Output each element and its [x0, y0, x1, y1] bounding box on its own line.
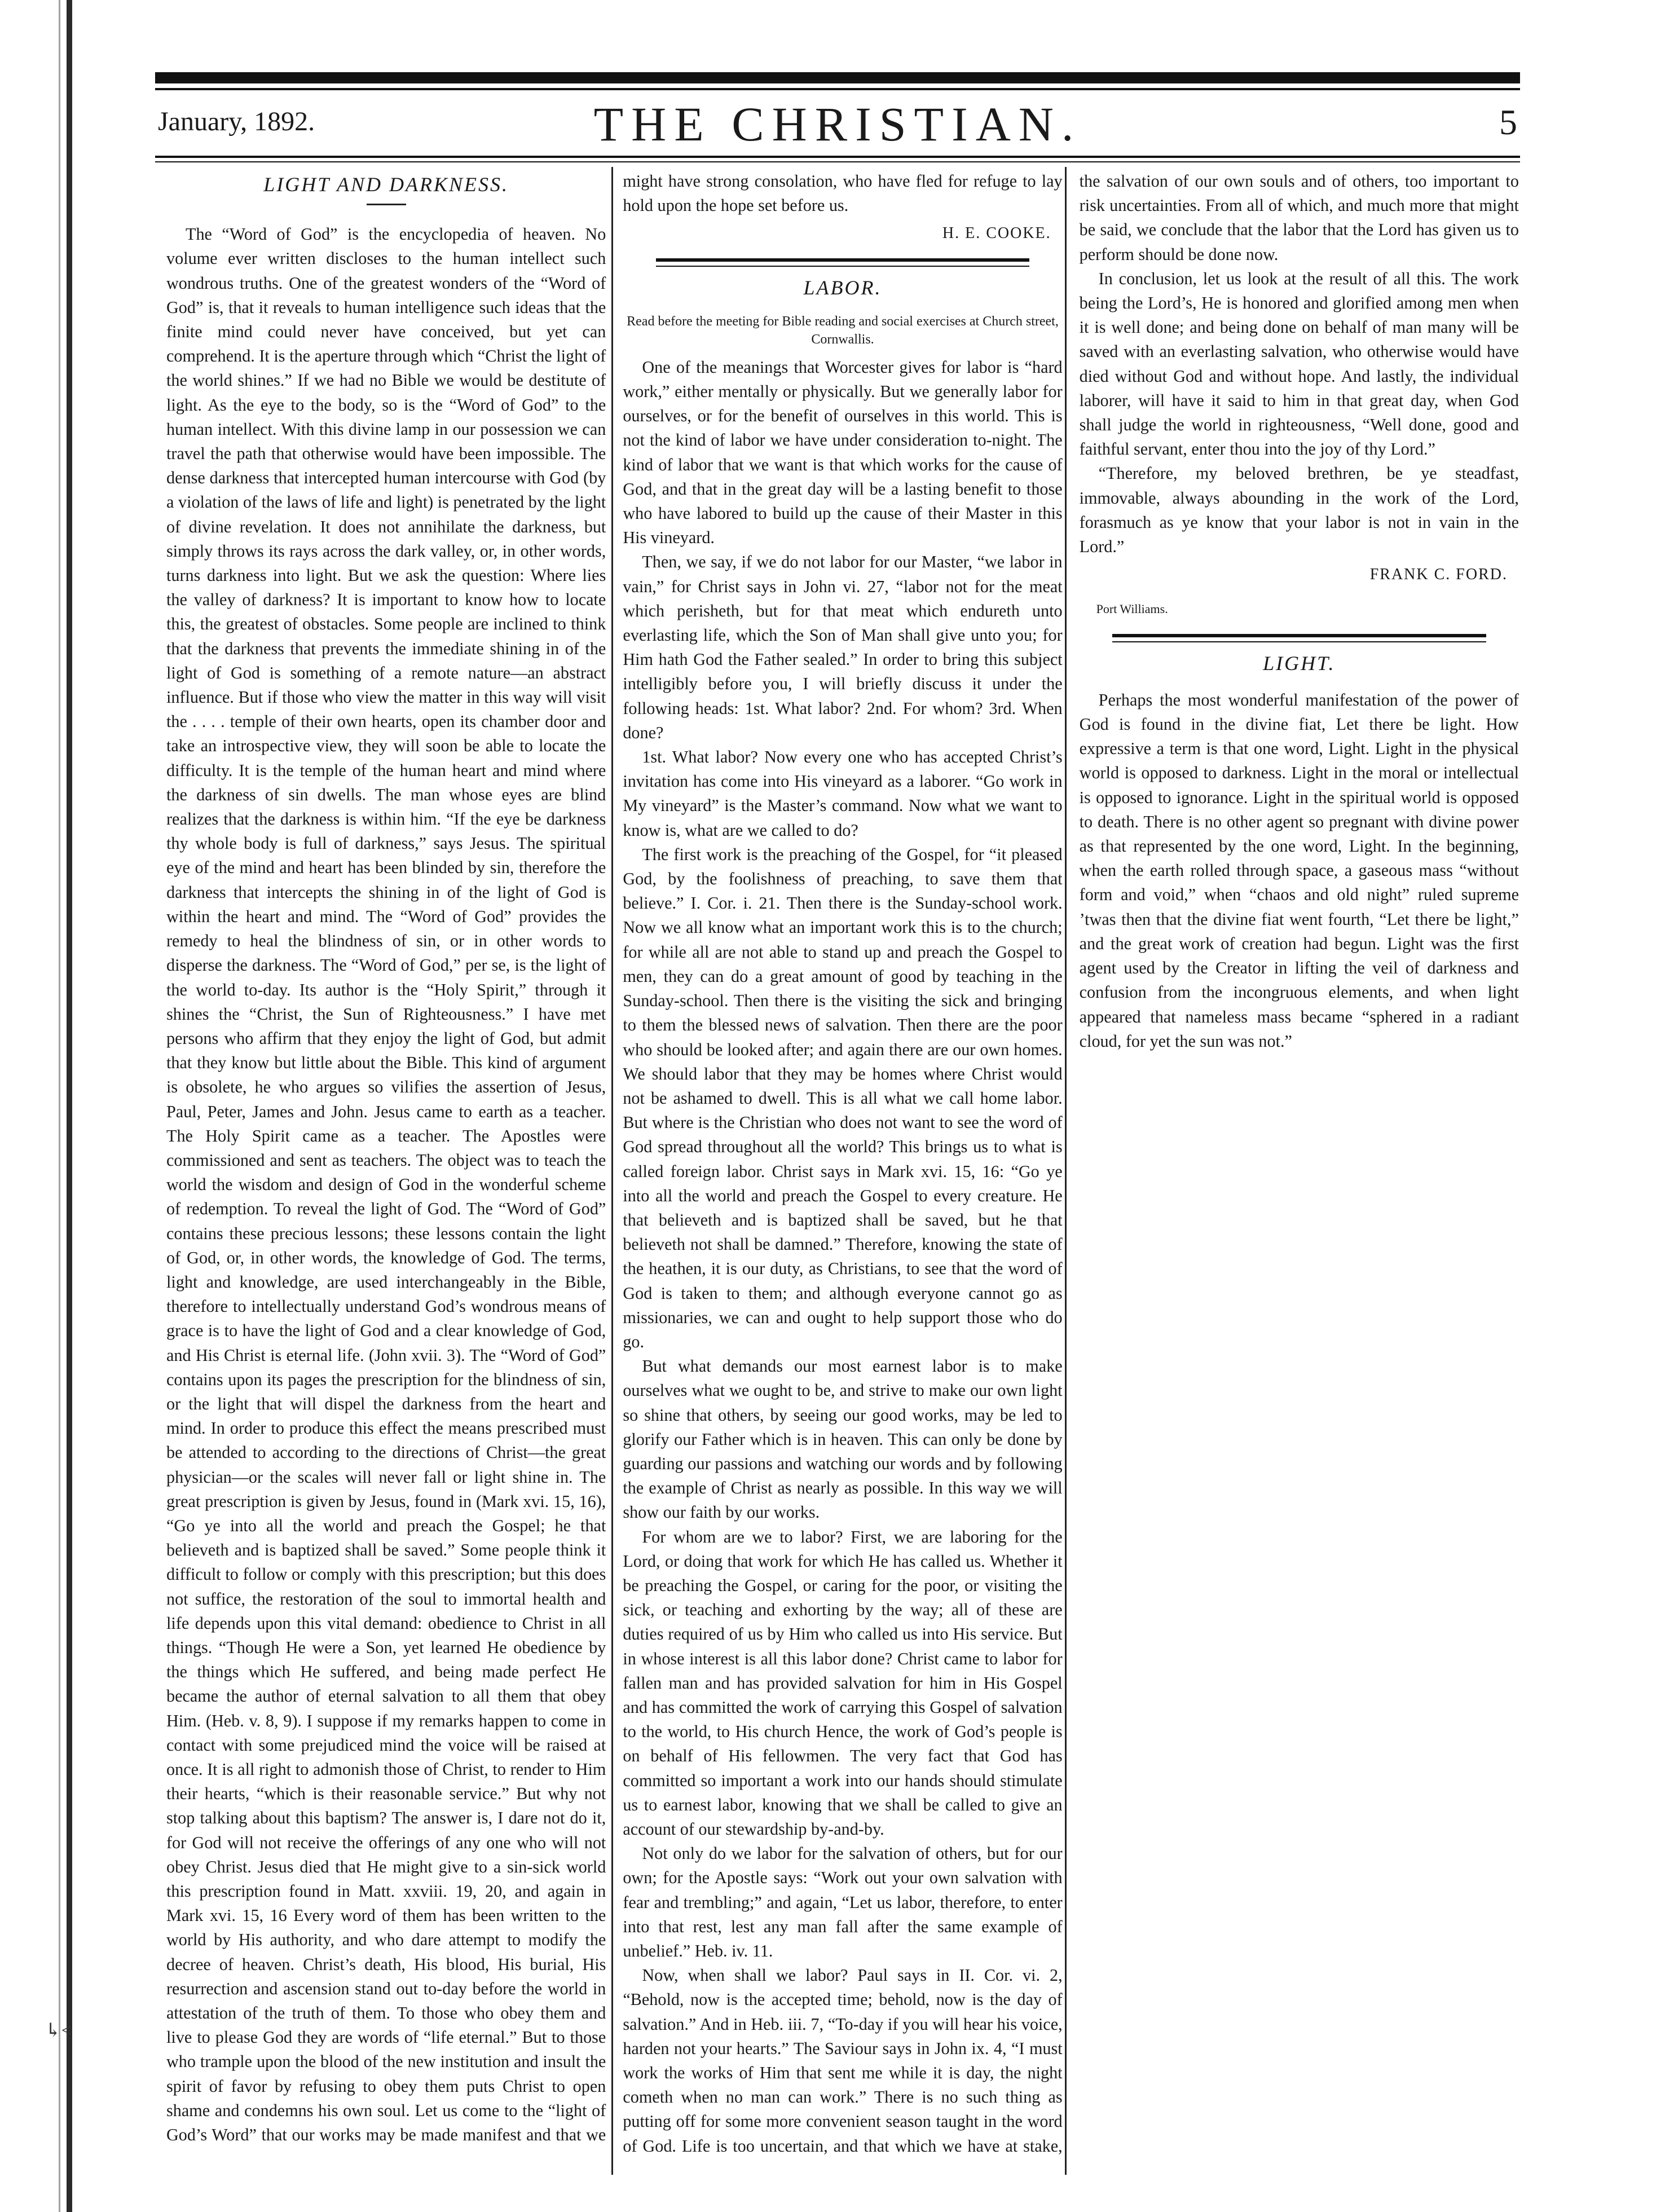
article-paragraph: But what demands our most earnest labor is to make ourselves what we ought to be, and strive to make our own light so shine that others, by seeing our good works, may be led to glorify our Father which is in heaven. This can only be done by guarding our passions and watching our words and by following the example of Christ as nearly as possible. In this way we will show our faith by our works. — [623, 1356, 1063, 1522]
article-title-labor: LABOR. — [803, 276, 882, 299]
article-note: Read before the meeting for Bible reading and social exercises at Church street, Cornwallis. — [627, 314, 1059, 347]
masthead-rule-thin — [155, 88, 1520, 90]
header-rule — [155, 156, 1520, 158]
header-rule-second — [155, 161, 1520, 162]
margin-mark: ↳< — [45, 2020, 72, 2041]
masthead-rule-thick — [155, 72, 1520, 83]
column-1 — [166, 169, 1519, 2177]
article-paragraph: In conclusion, let us look at the result of all this. The work being the Lord’s, He is honored and glorified among men when it is well done; and being done on behalf of man many will be saved with an everlasting salvation, who otherwise would have died without God and without hope. And lastly, the individual laborer, will have it said to him in that great day, when God shall judge the world in righteousness, “Well done, good and faithful servant, enter thou into the joy of thy Lord.” — [1079, 268, 1519, 459]
title-underline — [367, 204, 406, 205]
article-separator — [656, 258, 1029, 267]
article-paragraph: The “Word of God” is the encyclopedia of heaven. No volume ever written discloses to the human intellect such wondrous truths. One of the greatest wonders of the “Word of God” is, that it reveals to human intelligence such ideas that the finite mind could never have conceived, but yet can comprehend. It is the aperture through which “Christ the light of the world shines.” If we had no Bible we would be destitute of light. As the eye to the body, so is the “Word of God” to the human intellect. With this divine lamp in our possession we can travel the path that otherwise would have been impossible. The dense darkness that intercepted human intercourse with God (by a violation of the laws of life and light) is penetrated by the light of divine revelation. It does not annihilate the darkness, but simply throws its rays across the dark valley, or, in other words, turns darkness into light. But we ask the question: Where lies the valley of darkness? It is important to know how to locate this, the greatest of obstacles. Some people are inclined to think that the darkness that prevents the immediate shining in of the light of God is something of a remote nature—an abstract influence. But if those who view the matter in this way will visit the . . . . temple of their own hearts, open its chamber door and take an introspective view, they will soon be able to locate the difficulty. It is the temple of the human heart and mind where the darkness of sin dwells. The man whose eyes are blind realizes that the darkness is within him. “If the eye be darkness thy whole body is full of darkness,” says Jesus. The spiritual eye of the mind and heart has been blinded by sin, therefore the darkness that intercepts the shining in of the light of God is within the heart and mind. The “Word of God” provides the remedy to heal the blindness of sin, or in other words to disperse the darkness. The “Word of God,” per se, is the light of the world to-day. Its author is the “Holy Spirit,” through it shines the “Christ, the Sun of Righteousness.” I have met persons who affirm that they enjoy the light of God, but admit that they know but little about the Bible. This kind of argument is obsolete, he who argues so vilifies the assertion of Jesus, Paul, Peter, James and John. Jesus came to earth as a teacher. The Holy Spirit came as a teacher. The Apostles were commissioned and sent as teachers. The object was to teach the world the wisdom and design of God in the wonderful scheme of redemption. To reveal the light of God. The “Word of God” contains these precious lessons; these lessons contain the light of God, or, in other words, the knowledge of God. The terms, light and knowledge, are used interchangeably in the Bible, therefore to intellectually understand God’s wondrous means of grace is to have the light of God and a clear knowledge of God, and His Christ is eternal life. (John xvii. 3). The “Word of God” contains upon its pages the prescription for the blindness of sin, or the light that will dispel the darkness from the heart and mind. In order to produce this effect the means prescribed must be attended to according to the directions of Christ—the great physician—or the scales will never fall or light shine in. The great prescription is given by Jesus, found in (Mark xvi. 15, 16), “Go ye into all the world and preach the Gospel; he that believeth and is baptized shall be saved.” Some people think it difficult to follow or comply with this prescription; but this does not suffice, the restoration of the soul to immortal health and life depends upon this vital demand: obedience to Christ in all things. “Though He were a Son, yet learned He obedience by the things which He suffered, and being made perfect He became the author of eternal salvation to all them that obey Him. (Heb. v. 8, 9). I suppose if my remarks happen to come in contact with some prejudiced mind the voice will be raised at once. It is all right to admonish those of Christ, to render to Him their hearts, “which is their reasonable service.” But why not stop talking about this baptism? The answer is, I dare not do it, for God will not receive the offerings of any one who will not obey Christ. Jesus died that He might give to a sin-sick world this prescription found in Matt. xxviii. 19, 20, and again in Mark xvi. 15, 16 Every word of them has been written to the world by His authority, and who dare attempt to modify the decree of heaven. Christ’s death, His blood, His burial, His resurrection and ascension stand out to-day before the world in attestation of the truth of them. To those who obey them and live to please God they are words of “life eternal.” But to those who trample upon the blood of the new institution and insult the spirit of favor by refusing to obey them puts Christ to open shame and condemns his own soul. Let us come to the “light of God’s Word” that our works may be made manifest and that we might have strong consolation, who have fled for refuge to lay hold upon the hope set before us. — [166, 171, 1063, 2145]
page-header — [158, 96, 1517, 152]
article-paragraph: Not only do we labor for the salvation of others, but for our own; for the Apostle says: “Work out your own salvation with fear and trembling;” and again, “Let us labor, therefore, to enter into that rest, lest any man fall after the same example of unbelief.” Heb. iv. 11. — [623, 1844, 1063, 1961]
article-paragraph: The first work is the preaching of the Gospel, for “it pleased God, by the foolishness of preaching, to save them that believe.” I. Cor. i. 21. Then there is the Sunday-school work. Now we all know what an important work this is to the church; for while all are not able to stand up and preach the Gospel to men, they can do a great amount of good by teaching in the Sunday-school. Then there is the visiting the sick and bringing to them the blessed news of salvation. Then there are the poor who should be looked after; and again there are our own homes. We should labor that they may be homes where Christ would not be ashamed to dwell. This is all what we call home labor. But where is the Christian who does not want to see the word of God spread throughout all the world? This brings us to what is called foreign labor. Christ says in Mark xvi. 15, 16: “Go ye into all the world and preach the Gospel to every creature. He that believeth and is baptized shall be saved, but he that believeth not shall be damned.” Therefore, knowing the state of the heathen, it is our duty, as Christians, to see that the word of God is taken to them; and although everyone cannot go as missionaries, we can and ought to help support those who do go. — [623, 844, 1063, 1351]
article-separator — [1112, 634, 1486, 642]
newspaper-title: THE CHRISTIAN. — [593, 97, 1082, 151]
author-place: Port Williams. — [1096, 602, 1168, 616]
issue-date: January, 1892. — [158, 107, 315, 136]
article-paragraph: Now, when shall we labor? Paul says in II. Cor. vi. 2, “Behold, now is the accepted time; behold, now is the day of salvation.” And in Heb. iii. 7, “To-day if you will hear his voice, harden not your hearts.” The Saviour says in John ix. 4, “I must work the works of Him that sent me while it is day, the night cometh when no man can work.” There is no such thing as putting off for some more convenient season taught in the word of God. Life is too uncertain, and that which we have at stake, the salvation of our own souls and of others, too important to risk uncertainties. From all of which, and much more that might be said, we conclude that the labor that the Lord has given us to perform should be done now. — [623, 171, 1519, 2156]
article-paragraph: Then, we say, if we do not labor for our Master, “we labor in vain,” for Christ says in John vi. 27, “labor not for the meat which perisheth, but for that meat which endureth unto everlasting life, which the Son of Man shall give unto you; for Him hath God the Father sealed.” In order to bring this subject intelligibly before you, I will briefly discuss it under the following heads: 1st. What labor? 2nd. For whom? 3rd. When done? — [623, 552, 1063, 742]
article-paragraph: One of the meanings that Worcester gives for labor is “hard work,” either mentally or physically. But we generally labor for ourselves, or for the benefit of ourselves in this world. This is not the kind of labor we have under consideration to-night. The kind of labor that we want is that which works for the cause of God, and that in the great day will be a lasting benefit to those who have labored to build up the cause of their Master in this His vineyard. — [623, 357, 1063, 548]
article-paragraph: Perhaps the most wonderful manifestation of the power of God is found in the divine fiat, Let there be light. How expressive a term is that one word, Light. Light in the physical world is opposed to darkness. Light in the moral or intellectual is opposed to ignorance. Light in the spiritual world is opposed to death. There is no other agent so pregnant with divine power as that represented by the one word, Light. In the beginning, when the earth rolled through space, a gaseous mass “without form and void,” when “chaos and old night” ruled supreme ’twas then that the divine fiat went fourth, “Let there be light,” and the great work of creation had begun. Light was the first agent used by the Creator in lifting the veil of darkness and confusion from the incongruous elements, and when light appeared that nameless mass became “sphered in a radiant cloud, for yet the sun was not.” — [1079, 690, 1519, 1051]
article-author: FRANK C. FORD. — [1369, 566, 1508, 584]
article-paragraph: For whom are we to labor? First, we are laboring for the Lord, or doing that work for which He has called us. Whether it be preaching the Gospel, or caring for the poor, or visiting the sick, or teaching and exhorting by the way; all of these are duties required of us by Him who called us into His service. But in whose interest is all this labor done? Christ came to labor for fallen man and has provided salvation for him in His Gospel and has committed the work of carrying this Gospel of salvation to the world, to His church Hence, the work of God’s people is on behalf of His fellowmen. The very fact that God has committed so important a work into our hands should stimulate us to earnest labor, knowing that we shall be called to give an account of our stewardship by-and-by. — [623, 1527, 1063, 1839]
binding-edge — [67, 0, 72, 2212]
article-author: H. E. COOKE. — [942, 224, 1051, 243]
page-number: 5 — [1499, 102, 1517, 142]
article-paragraph: “Therefore, my beloved brethren, be ye steadfast, immovable, always abounding in the work of the Lord, forasmuch as ye know that your labor is not in vain in the Lord.” — [1079, 464, 1519, 557]
article-paragraph: 1st. What labor? Now every one who has accepted Christ’s invitation has come into His vineyard as a laborer. “Go work in My vineyard” is the Master’s command. Now what we want to know is, what are we called to do? — [623, 747, 1063, 840]
article-title-light-and-darkness: LIGHT AND DARKNESS. — [263, 173, 509, 196]
article-title-light: LIGHT. — [1263, 651, 1336, 675]
binding-edge-line — [59, 0, 60, 2212]
